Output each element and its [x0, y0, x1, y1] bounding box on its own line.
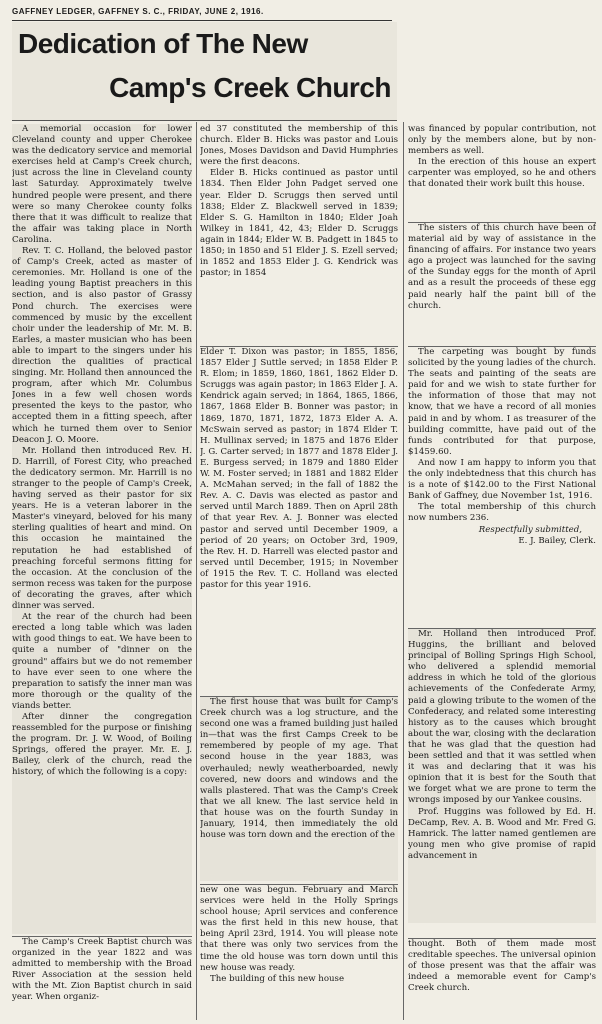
paragraph: ed 37 constituted the membership of this church. Elder B. Hicks was pastor and Louis Jones, Moses Davidson and David Humphries were the first deacons. — [200, 124, 398, 168]
paragraph: The carpeting was bought by funds solicited by the young ladies of the church. The seats and painting of the seats are paid for and we wish to state further for the information of those that may not know, that we have a record of all monies paid in and by whom. I as treasurer of the building committe, have paid out of the funds contributed for that purpose, $1459.60. — [408, 347, 596, 457]
column-2-new-house — [200, 884, 398, 1021]
paragraph: Mr. Holland then introduced Rev. H. D. Harrill, of Forest City, who preached the dedicatory sermon. Mr. Harrill is no stranger to the people of Camp's Creek, having served as their pastor for six years. He is a veteran laborer in the Master's vineyard, beloved for his many sterling qualities of heart and mind. On this occasion he maintained the reputation he had established of preaching forceful sermons fitting for the occasion. At the conclusion of the sermon recess was taken for the purpose of decorating the graves, after which dinner was served. — [12, 445, 192, 612]
signature-name: E. J. Bailey, Clerk. — [518, 535, 596, 546]
column-2-top — [200, 124, 398, 342]
paragraph: At the rear of the church had been erected a long table which was laden with good things to eat. We have been to quite a number of "dinner on the ground" affairs but we do not remember to have ever seen to one where the preparation to satisfy the inner man was more thorough or the quality of the viands better. — [12, 612, 192, 711]
paragraph: In the erection of this house an expert carpenter was employed, so he and others that donated their work built this house. — [408, 157, 596, 190]
column-2-buildings — [200, 696, 398, 881]
paragraph: The total membership of this church now numbers 236. — [408, 502, 596, 524]
paragraph: thought. Both of them made most creditable speeches. The universal opinion of those present was that the affair was indeed a memorable event for Camp's Creek church. — [408, 939, 596, 994]
paragraph: After dinner the congregation reassembled for the purpose or finishing the program. Dr. J. W. Wood, of Boiling Springs, offered the prayer. Mr. E. J. Bailey, clerk of the church, read the history, of which the following is a copy: — [12, 711, 192, 778]
headline-line-2: Camp's Creek Church — [109, 72, 391, 103]
paragraph: Rev. T. C. Holland, the beloved pastor of Camp's Creek, acted as master of ceremonies. Mr. Holland is one of the leading young Baptist preachers in this section, and is also pastor of Grassy Pond church. The exercises were commenced by music by the excellent choir under the leadership of Mr. M. B. Earles, a master musician who has been able to impart to the singers under his direction the qualities of practical singing. Mr. Holland then announced the program, after which Mr. Columbus Jones in a few well chosen words presented the keys to the pastor, who accepted them in a fitting speech, after which he turned them over to Senior Deacon J. O. Moore. — [12, 246, 192, 445]
column-3-huggins — [408, 628, 596, 923]
paragraph: Mr. Holland then introduced Prof. Huggins, the brilliant and beloved principal of Bolling Springs High School, who delivered a splendid memorial address in which he told of the glorious achievements of the Confederate Army, paid a glowing tribute to the women of the Confederacy, and related some interesting history as to the causes which brought about the war, closing with the declaration that he was glad that the question had been settled and that it was settled when it was and declaring that it was his opinion that it is best for the South that we forget what we are prone to term the wrongs imposed by our Yankee cousins. — [408, 629, 596, 806]
paragraph: Prof. Huggins was followed by Ed. H. DeCamp, Rev. A. B. Wood and Mr. Fred G. Hamrick. The latter named gentlemen are young men who give promise of rapid advancement in — [408, 806, 596, 861]
column-3-sisters — [408, 222, 596, 343]
paragraph: The sisters of this church have been of material aid by way of assistance in the financing of affairs. For instance two years ago a project was launched for the saving of the Sunday eggs for the month of April and as a result the proceeds of these egg paid nearly half the paint bill of the church. — [408, 223, 596, 311]
column-1-history-start — [12, 936, 192, 1021]
paragraph: was financed by popular contribution, not only by the members alone, but by non-members as well. — [408, 124, 596, 157]
column-rule — [196, 122, 197, 1020]
paragraph: Elder B. Hicks continued as pastor until 1834. Then Elder John Padget served one year. Elder D. Scruggs then served until 1838; Elder Z. Blackwell served in 1839; Elder S. G. Hamilton in 1840; Elder Joah Wilkey in 1841, 42, 43; Elder D. Scruggs again in 1844; Elder W. B. Padgett in 1845 to 1850; in 1850 and 51 Elder J. S. Ezell served; in 1852 and 1853 Elder J. G. Kendrick was pastor; in 1854 — [200, 168, 398, 279]
column-2-pastors — [200, 346, 398, 695]
paragraph: Elder T. Dixon was pastor; in 1855, 1856, 1857 Elder J Suttle served; in 1858 Elder P. R. Elom; in 1859, 1860, 1861, 1862 Elder D. Scruggs was again pastor; in 1863 Elder J. A. Kendrick again served; in 1864, 1865, 1866, 1867, 1868 Elder B. Bonner was pastor; in 1869, 1870, 1871, 1872, 1873 Elder A. A. McSwain served as pastor; in 1874 Elder T. H. Mullinax served; in 1875 and 1876 Elder J. G. Carter served; in 1877 and 1878 Elder J. E. Burgess served; in 1879 and 1880 Elder W. M. Foster served; in 1881 and 1882 Elder A. McMahan served; in the fall of 1882 the Rev. A. C. Davis was elected as pastor and served until March 1889. Then on April 28th of that year Rev. A. J. Bonner was elected pastor and served until December 1909, a period of 20 years; on October 3rd, 1909, the Rev. H. D. Harrell was elected pastor and served until December, 1915; in November of 1915 the Rev. T. C. Holland was elected pastor for this year 1916. — [200, 347, 398, 590]
paragraph: The building of this new house — [210, 973, 345, 984]
paragraph: A memorial occasion for lower Cleveland county and upper Cherokee was the dedicatory service and memorial exercises held at Camp's Creek church, just across the line in Cleveland county last Saturday. Approximately twelve hundred people were present, and there were so many Cherokee county folks there that it was difficult to realize that the affair was taking place in North Carolina. — [12, 124, 192, 245]
paragraph: new one was begun. February and March services were held in the Holly Springs school house; April services and conference was the first held in this new house, that being April 23rd, 1914. You will please note that there was only two services from the time the old house was torn down until this new house was ready. — [200, 885, 398, 973]
column-3-top — [408, 124, 596, 220]
paragraph: And now I am happy to inform you that the only indebtedness that this church has is a note of $142.00 to the First National Bank of Gaffney, due November 1st, 1916. — [408, 457, 596, 502]
paragraph: The Camp's Creek Baptist church was organized in the year 1822 and was admitted to membership with the Broad River Association at the session held with the Mt. Zion Baptist church in said year. When organiz- — [12, 937, 192, 1003]
headline-line-1: Dedication of The New — [18, 28, 308, 59]
column-1 — [12, 124, 192, 934]
column-rule — [403, 122, 404, 1020]
paragraph: The first house that was built for Camp's Creek church was a log structure, and the second one was a framed building just hailed in—that was the first Camps Creek to be remembered by people of my age. That second house in the year 1883, was overhauled; newly weatherboarded, newly covered, new doors and windows and the walls plastered. That was the Camp's Creek that we all knew. The last service held in that house was on the fourth Sunday in January, 1914, then immediately the old house was torn down and the erection of the — [200, 697, 398, 841]
column-3-conclusion — [408, 938, 596, 1021]
column-3-finances — [408, 346, 596, 625]
masthead: GAFFNEY LEDGER, GAFFNEY S. C., FRIDAY, JUNE 2, 1916. — [12, 4, 392, 21]
signature-line: Respectfully submitted, — [478, 524, 582, 535]
headline — [12, 22, 397, 121]
